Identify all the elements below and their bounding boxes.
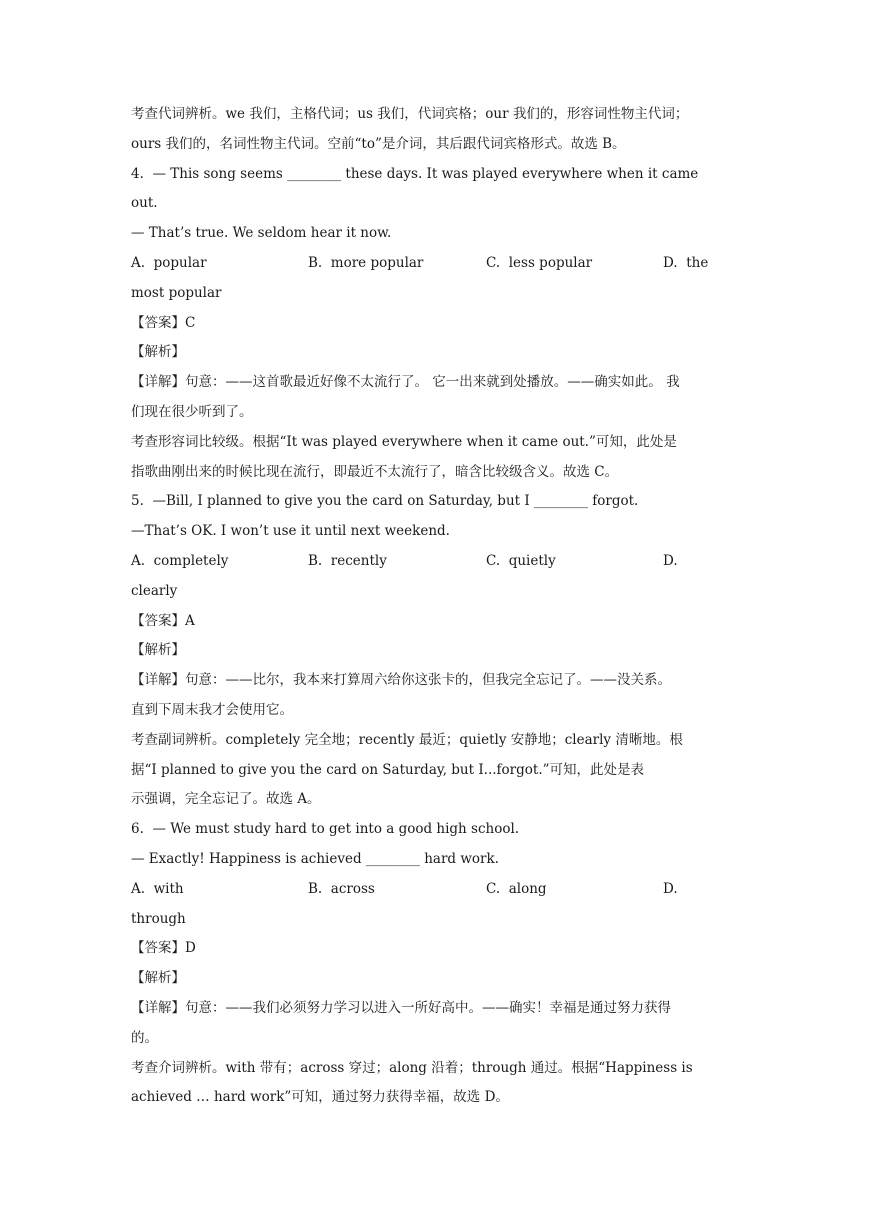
detail-text: 示强调，完全忘记了。故选 A。 [131,791,321,808]
answer-label: 【答案】C [131,314,196,331]
option-d-continued: through [131,910,186,927]
detail-text: 的。 [131,1029,158,1046]
detail-text: 【详解】句意：——比尔，我本来打算周六给你这张卡的，但我完全忘记了。——没关系。 [131,672,671,689]
option-b: B. recently [308,552,387,569]
detail-text: 据“I planned to give you the card on Saturday, but I...forgot.”可知，此处是表 [131,761,645,778]
detail-text: 直到下周末我才会使用它。 [131,701,293,718]
question-stem: 6. — We must study hard to get into a good high school. [131,821,520,838]
document-page [131,100,741,1113]
detail-text: achieved … hard work”可知，通过努力获得幸福，故选 D。 [131,1089,509,1106]
question-stem: out. [131,195,158,212]
analysis-label: 【解析】 [131,970,185,987]
options-row [131,249,741,279]
question-5 [131,487,741,815]
options-row [131,875,741,905]
options-row [131,547,741,577]
option-c: C. along [486,880,547,897]
option-d-continued: most popular [131,284,222,301]
option-c: C. quietly [486,552,556,569]
detail-text: 【详解】句意：——这首歌最近好像不太流行了。 它一出来就到处播放。——确实如此。 我 [131,374,680,391]
option-d-continued: clearly [131,582,178,599]
option-a: A. popular [131,254,207,271]
answer-label: 【答案】D [131,940,196,957]
detail-text: 考查介词辨析。with 带有；across 穿过；along 沿着；through 通过。根据“Happiness is [131,1059,693,1076]
option-c: C. less popular [486,254,593,271]
detail-text: 们现在很少听到了。 [131,403,253,420]
text-line: 考查代词辨析。we 我们，主格代词；us 我们，代词宾格；our 我们的，形容词性物主代词； [131,106,689,122]
question-6 [131,815,741,1113]
analysis-label: 【解析】 [131,642,185,659]
option-b: B. across [308,880,375,897]
option-d: D. [663,552,678,569]
analysis-label: 【解析】 [131,344,185,361]
answer-label: 【答案】A [131,612,195,629]
option-a: A. completely [131,552,229,569]
question-4 [131,160,741,488]
question-stem: 4. — This song seems ________ these days. It was played everywhere when it came [131,165,699,182]
option-a: A. with [131,880,184,897]
option-d: D. [663,880,678,897]
detail-text: 【详解】句意：——我们必须努力学习以进入一所好高中。——确实！幸福是通过努力获得 [131,999,671,1016]
detail-text: 考查形容词比较级。根据“It was played everywhere when it came out.”可知，此处是 [131,433,677,450]
question-stem: — Exactly! Happiness is achieved ________ hard work. [131,850,499,867]
question-stem: 5. —Bill, I planned to give you the card on Saturday, but I ________ forgot. [131,493,639,510]
option-b: B. more popular [308,254,424,271]
text-line: ours 我们的，名词性物主代词。空前“to”是介词，其后跟代词宾格形式。故选 B。 [131,135,626,152]
question-stem: — That’s true. We seldom hear it now. [131,225,392,242]
question-stem: —That’s OK. I won’t use it until next weekend. [131,523,450,540]
detail-text: 考查副词辨析。completely 完全地；recently 最近；quietly 安静地；clearly 清晰地。根 [131,731,683,748]
detail-text: 指歌曲刚出来的时候比现在流行，即最近不太流行了，暗含比较级含义。故选 C。 [131,463,619,480]
option-d: D. the [663,254,709,271]
